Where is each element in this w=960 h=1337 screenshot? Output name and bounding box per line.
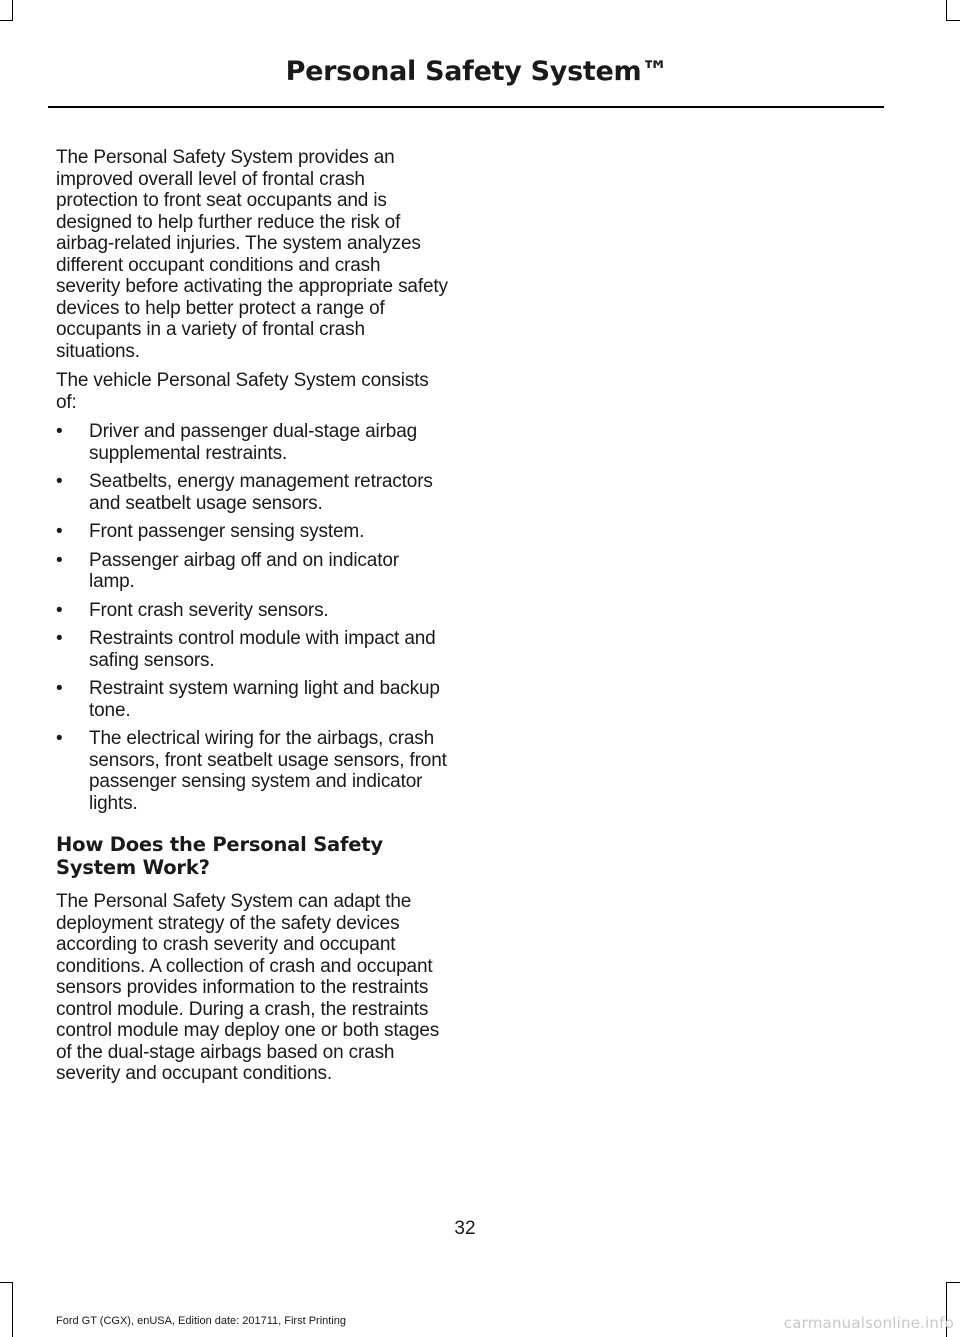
bullet-icon: • — [56, 521, 63, 542]
crop-mark-top-left-vertical — [12, 0, 13, 20]
list-item — [56, 678, 448, 721]
section-heading: How Does the Personal Safety System Work? — [56, 833, 383, 879]
list-item-text: Restraint system warning light and backup tone. — [89, 678, 440, 721]
page-header-title: Personal Safety System™ — [285, 56, 668, 87]
crop-mark-bottom-left-horizontal — [0, 1282, 13, 1283]
list-item-text: Passenger airbag off and on indicator lamp. — [89, 549, 399, 592]
bullet-icon: • — [56, 678, 63, 699]
list-item-text: Front crash severity sensors. — [89, 599, 329, 621]
crop-mark-top-right-vertical — [946, 0, 947, 20]
list-item-text: Driver and passenger dual-stage airbag supplemental restraints. — [89, 421, 418, 464]
edition-footer: Ford GT (CGX), enUSA, Edition date: 201711, First Printing — [56, 1315, 346, 1327]
section-paragraph: The Personal Safety System can adapt the deployment strategy of the safety devices according to crash severity and occupant conditions. A collection of crash and occupant sensors provides information to the restraints control module. During a crash, the restraints control module may deploy one or both stages of the dual-stage airbags based on crash severity and occupant conditions. — [56, 891, 440, 1084]
bullet-icon: • — [56, 549, 63, 571]
crop-mark-top-left-horizontal — [0, 20, 13, 21]
bullet-icon: • — [56, 628, 63, 649]
components-list — [56, 421, 448, 814]
crop-mark-bottom-right-horizontal — [946, 1282, 960, 1283]
bullet-icon: • — [56, 471, 63, 492]
crop-mark-top-right-horizontal — [946, 20, 960, 21]
bullet-icon: • — [56, 599, 63, 621]
bullet-icon: • — [56, 728, 63, 749]
page-number: 32 — [454, 1218, 476, 1239]
intro-paragraph: The Personal Safety System provides an improved overall level of frontal crash protection to front seat occupants and is designed to help further reduce the risk of airbag-related injuries. The system analyzes different occupant conditions and crash severity before activating the appropriate safety devices to help better protect a range of occupants in a variety of frontal crash situations. — [56, 147, 448, 362]
list-item-text: Seatbelts, energy management retractors and seatbelt usage sensors. — [89, 471, 433, 514]
site-watermark: carmanualsonline.info — [783, 1314, 954, 1332]
header-divider — [48, 106, 884, 108]
list-item-text: Front passenger sensing system. — [89, 521, 365, 542]
list-item-text: Restraints control module with impact and safing sensors. — [89, 628, 436, 671]
list-item — [56, 421, 448, 464]
list-item — [56, 728, 448, 814]
list-item — [56, 600, 448, 622]
list-item — [56, 471, 448, 514]
list-item — [56, 521, 448, 543]
crop-mark-bottom-left-vertical — [12, 1282, 13, 1337]
list-item-text: The electrical wiring for the airbags, crash sensors, front seatbelt usage sensors, front passenger sensing system and indicator lights. — [89, 728, 447, 814]
list-item — [56, 628, 448, 671]
main-text-column — [56, 147, 448, 1093]
list-item — [56, 550, 448, 593]
bullet-icon: • — [56, 421, 63, 442]
consists-paragraph: The vehicle Personal Safety System consists of: — [56, 370, 429, 413]
